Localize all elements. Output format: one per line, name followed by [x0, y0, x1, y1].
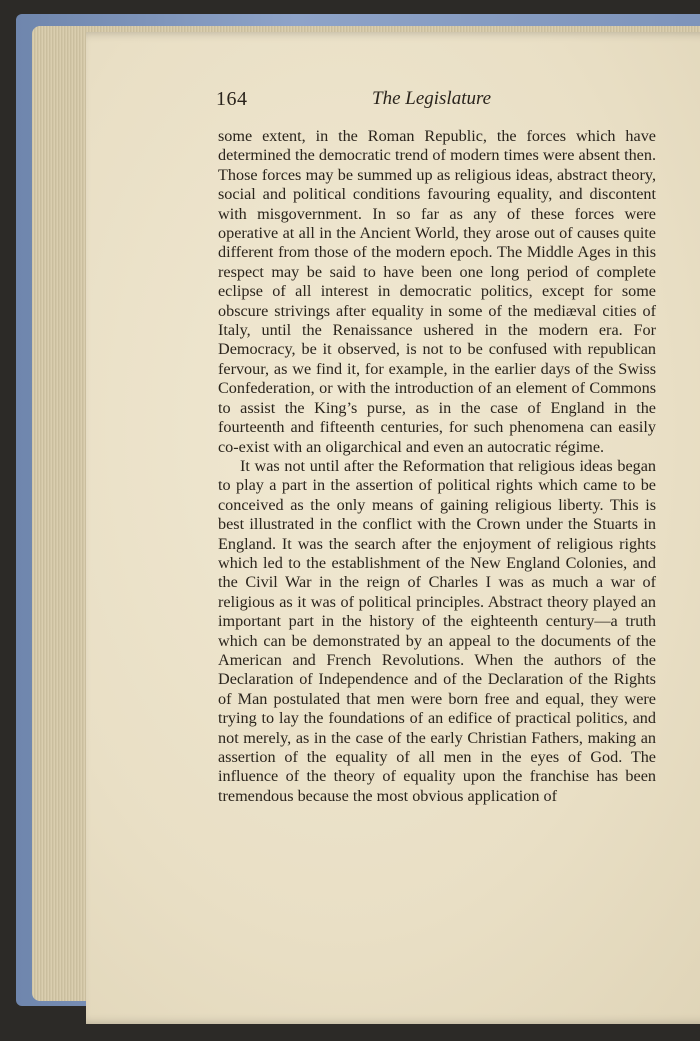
page-number: 164	[216, 88, 248, 110]
page-header	[216, 88, 656, 114]
paragraph-continued: some extent, in the Roman Republic, the forces which have determined the democratic trend of modern times were absent then. Those forces may be summed up as religious ideas, abstract theory, social and political conditions favouring equality, and discontent with misgovernment. In so far as any of these forces were operative at all in the Ancient World, they arose out of causes quite different from those of the modern epoch. The Middle Ages in this respect may be said to have been one long period of complete eclipse of all interest in democratic politics, except for some obscure strivings after equality in some of the mediæval cities of Italy, until the Renaissance ushered in the modern era. For Democracy, be it observed, is not to be confused with republican fervour, as we find it, for example, in the earlier days of the Swiss Confederation, or with the introduction of an element of Commons to assist the King’s purse, as in the case of England in the fourteenth and fifteenth centuries, for such phenomena can easily co-exist with an oligarchical and even an autocratic régime.	[218, 127, 656, 456]
body-text	[218, 127, 656, 806]
paragraph: It was not until after the Reformation that religious ideas began to play a part in the assertion of political rights which came to be conceived as the only means of gaining religious liberty. This is best illustrated in the conflict with the Crown under the Stuarts in England. It was the search after the enjoyment of religious rights which led to the establishment of the New England Colonies, and the Civil War in the reign of Charles I was as much a war of religious as it was of political principles. Abstract theory played an important part in the history of the eighteenth century—a truth which can be demonstrated by an appeal to the documents of the American and French Revolutions. When the authors of the Declaration of Independence and of the Declaration of the Rights of Man postulated that men were born free and equal, they were trying to lay the foundations of an edifice of practical politics, and not merely, as in the case of the early Christian Fathers, making an assertion of the equality of all men in the eyes of God. The influence of the theory of equality upon the franchise has been tremendous because the most obvious application of	[218, 456, 656, 805]
running-title: The Legislature	[372, 88, 492, 109]
